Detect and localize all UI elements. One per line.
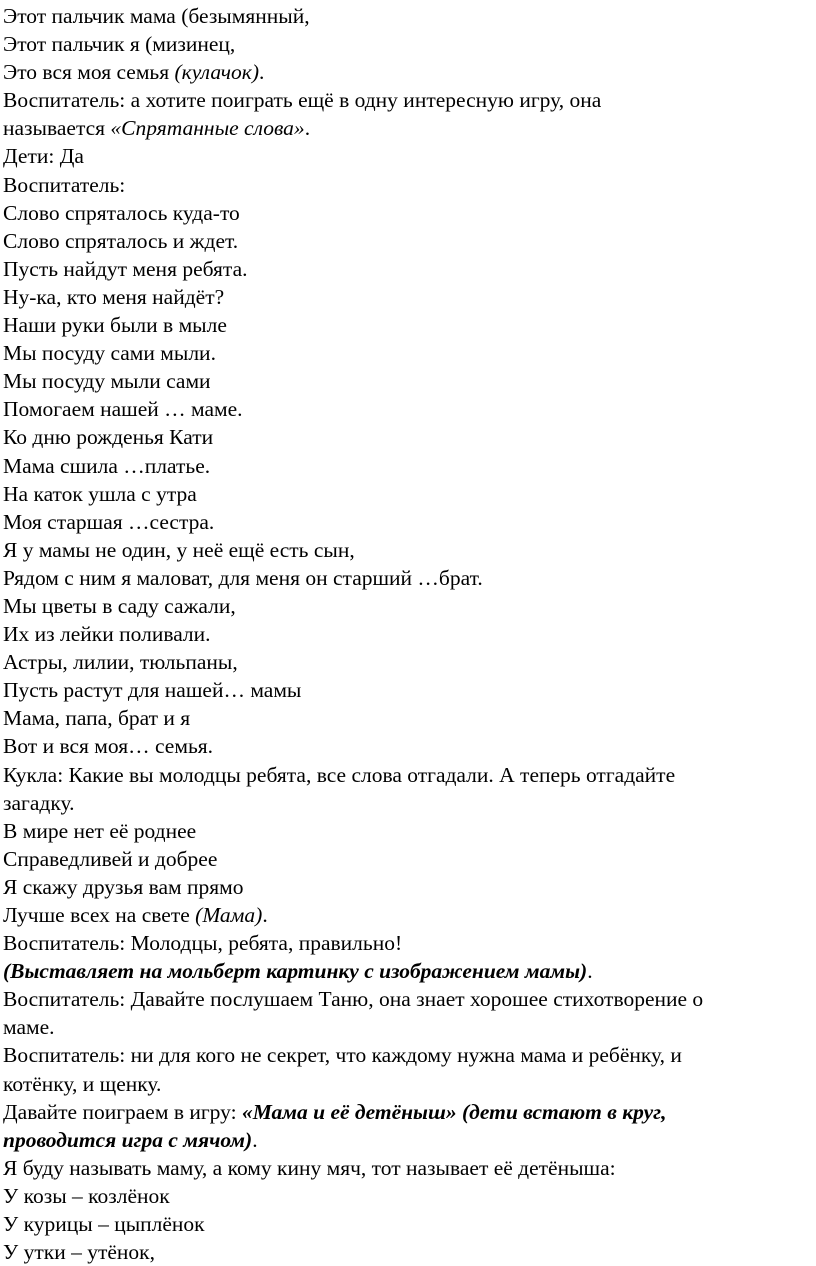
text-run: Вот и вся моя… семья. <box>3 734 214 759</box>
text-run: котёнку, и щенку. <box>3 1071 162 1096</box>
text-line <box>3 1154 816 1182</box>
text-run: . <box>262 903 268 927</box>
text-line <box>3 30 816 58</box>
text-run: Воспитатель: <box>3 172 126 197</box>
text-run: Мы цветы в саду сажали, <box>3 593 236 618</box>
text-run: Моя старшая …сестра. <box>3 509 215 534</box>
emphasized-text: проводится игра с мячом) <box>3 1127 253 1152</box>
text-run: Кукла: Какие вы молодцы ребята, все слова отгадали. А теперь отгадайте <box>3 762 676 787</box>
text-line <box>3 761 816 789</box>
text-run: Слово спряталось и ждет. <box>3 228 239 253</box>
text-line <box>3 732 816 760</box>
text-line <box>3 1041 816 1069</box>
text-line <box>3 1238 816 1266</box>
text-line <box>3 255 816 283</box>
text-line <box>3 367 816 395</box>
text-line <box>3 648 816 676</box>
text-run: Мы посуду сами мыли. <box>3 341 216 366</box>
text-run: . <box>304 116 311 141</box>
text-run: загадку. <box>3 790 75 815</box>
text-run: Справедливей и добрее <box>3 846 218 871</box>
text-line <box>3 985 816 1013</box>
text-line <box>3 2 816 30</box>
text-run: Рядом с ним я маловат, для меня он старший …брат. <box>3 565 483 590</box>
text-line <box>3 283 816 311</box>
text-run: . <box>259 60 265 85</box>
text-line <box>3 480 816 508</box>
text-run: У утки – утёнок, <box>3 1240 155 1265</box>
text-run: Этот пальчик я (мизинец, <box>3 32 236 57</box>
text-run: Лучше всех на свете <box>3 903 196 927</box>
text-run: Астры, лилии, тюльпаны, <box>3 650 238 675</box>
text-line <box>3 592 816 620</box>
text-run: У козы – козлёнок <box>3 1183 170 1208</box>
text-line <box>3 1013 816 1041</box>
text-line <box>3 957 816 985</box>
text-run: маме. <box>3 1015 55 1040</box>
emphasized-text: «Мама и её детёныш» (дети встают в круг, <box>241 1099 667 1124</box>
text-run: Мама, папа, брат и я <box>3 706 191 731</box>
text-line <box>3 1126 816 1154</box>
text-line <box>3 536 816 564</box>
text-line <box>3 845 816 873</box>
text-run: Воспитатель: а хотите поиграть ещё в одну интересную игру, она <box>3 88 602 113</box>
text-run: На каток ушла с утра <box>3 481 197 506</box>
text-line <box>3 929 816 957</box>
text-line <box>3 1070 816 1098</box>
text-run: Наши руки были в мыле <box>3 313 227 338</box>
text-run: Давайте поиграем в игру: <box>3 1099 242 1124</box>
text-run: Воспитатель: Молодцы, ребята, правильно! <box>3 931 403 956</box>
text-line <box>3 620 816 648</box>
text-run: Их из лейки поливали. <box>3 622 211 647</box>
emphasized-text: (кулачок) <box>174 60 260 85</box>
text-run: называется <box>3 116 111 141</box>
text-run: Слово спряталось куда-то <box>3 200 240 225</box>
text-run: Это вся моя семья <box>3 60 175 85</box>
text-run: Ну-ка, кто меня найдёт? <box>3 284 225 309</box>
text-line <box>3 227 816 255</box>
text-run: Помогаем нашей … маме. <box>3 397 243 422</box>
text-line <box>3 199 816 227</box>
text-run: Мы посуду мыли сами <box>3 369 211 394</box>
text-line <box>3 1210 816 1238</box>
text-run: . <box>252 1127 258 1152</box>
emphasized-text: «Спрятанные слова» <box>110 116 305 141</box>
text-line <box>3 423 816 451</box>
text-line <box>3 339 816 367</box>
text-run: Воспитатель: Давайте послушаем Таню, она знает хорошее стихотворение о <box>3 987 704 1012</box>
text-line <box>3 901 816 929</box>
text-line <box>3 564 816 592</box>
text-run: В мире нет её роднее <box>3 818 197 843</box>
text-run: Дети: Да <box>3 144 84 169</box>
text-run: Я скажу друзья вам прямо <box>3 874 244 899</box>
text-line <box>3 142 816 170</box>
text-line <box>3 817 816 845</box>
emphasized-text: (Выставляет на мольберт картинку с изображением мамы) <box>3 959 588 984</box>
text-run: У курицы – цыплёнок <box>3 1212 205 1237</box>
text-line <box>3 311 816 339</box>
text-line <box>3 114 816 142</box>
text-line <box>3 1182 816 1210</box>
text-line <box>3 86 816 114</box>
text-line <box>3 676 816 704</box>
text-run: Пусть найдут меня ребята. <box>3 256 248 281</box>
text-line <box>3 58 816 86</box>
text-run: Ко дню рожденья Кати <box>3 425 214 450</box>
text-run: Я у мамы не один, у неё ещё есть сын, <box>3 537 355 562</box>
emphasized-text: (Мама) <box>195 903 263 927</box>
text-run: Я буду называть маму, а кому кину мяч, тот называет её детёныша: <box>3 1155 616 1180</box>
text-run: Воспитатель: ни для кого не секрет, что каждому нужна мама и ребёнку, и <box>3 1043 682 1068</box>
text-line <box>3 395 816 423</box>
text-line <box>3 508 816 536</box>
text-line <box>3 1098 816 1126</box>
text-line <box>3 873 816 901</box>
text-line <box>3 171 816 199</box>
text-run: Мама сшила …платье. <box>3 453 211 478</box>
text-line <box>3 789 816 817</box>
text-run: . <box>587 959 593 984</box>
text-run: Этот пальчик мама (безымянный, <box>3 4 310 28</box>
text-line <box>3 452 816 480</box>
text-line <box>3 704 816 732</box>
text-run: Пусть растут для нашей… мамы <box>3 678 302 703</box>
